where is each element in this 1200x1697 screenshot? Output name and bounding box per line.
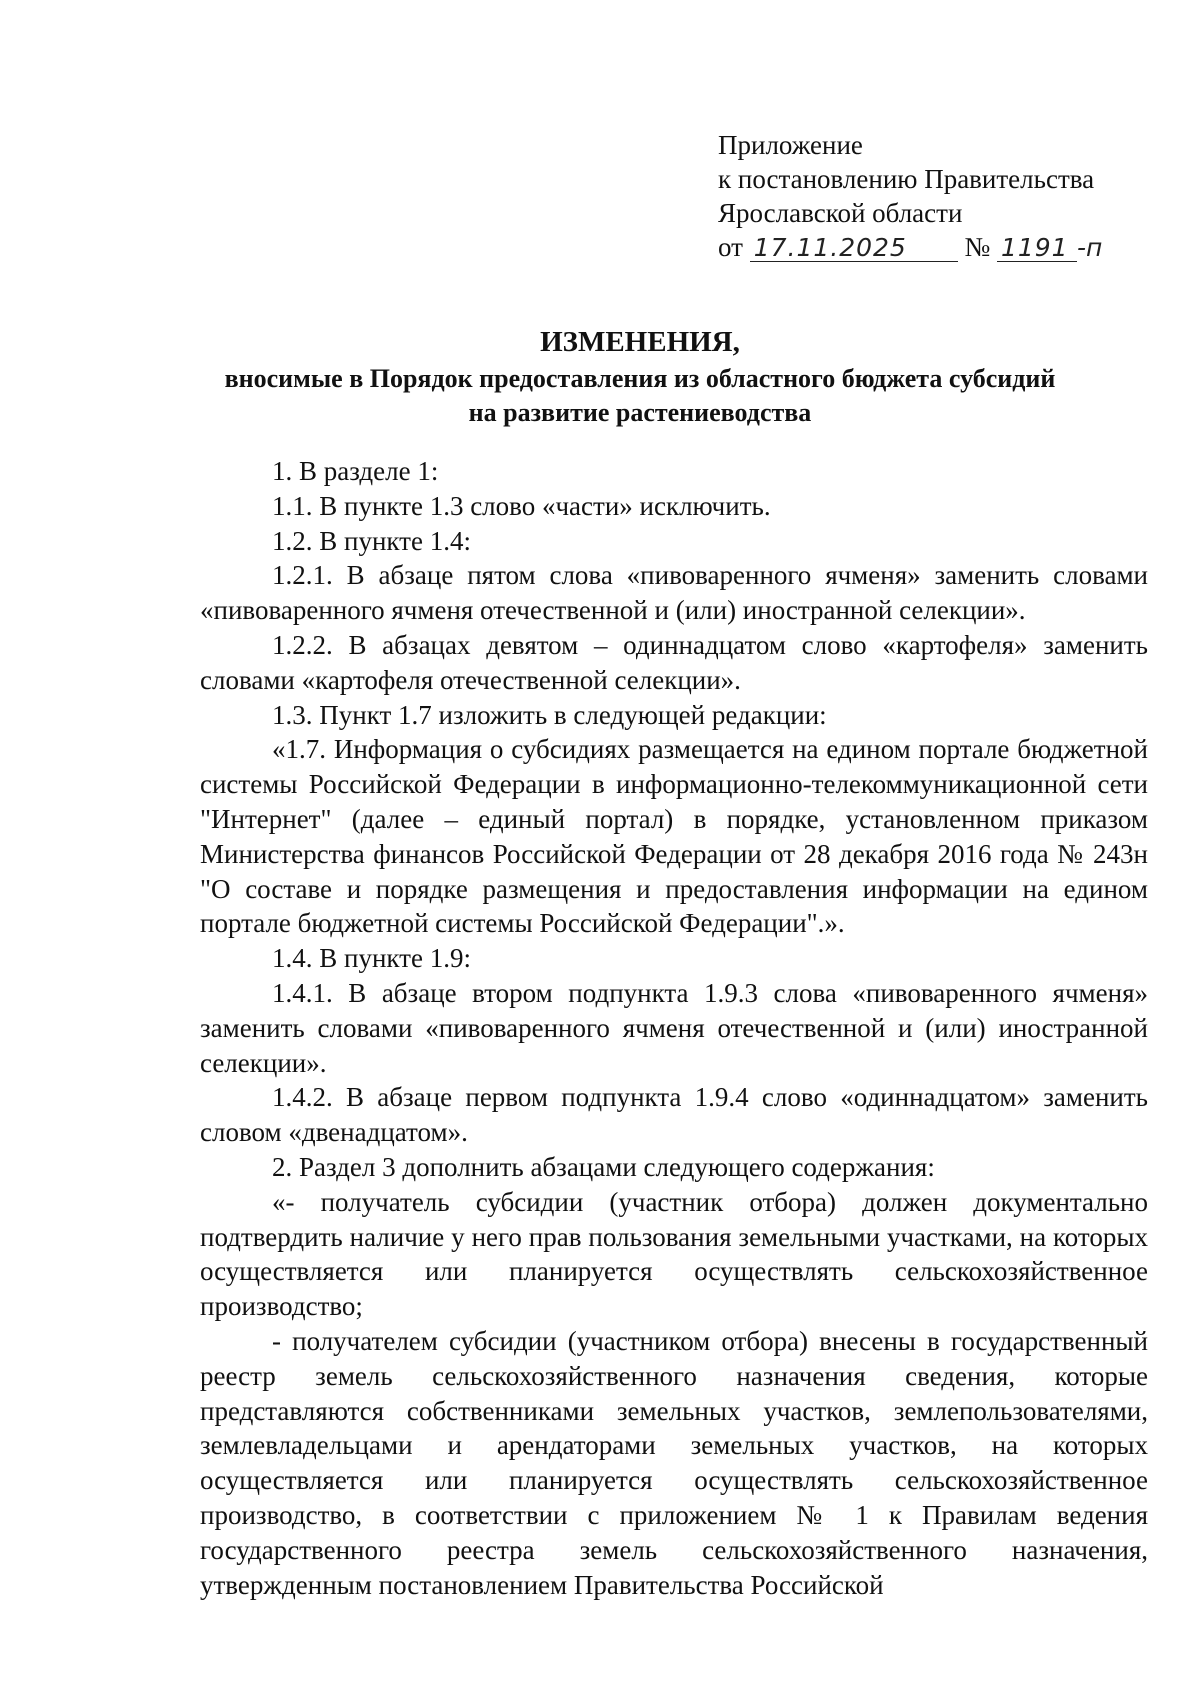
paragraph-2: 2. Раздел 3 дополнить абзацами следующего содержания: bbox=[272, 1151, 935, 1182]
paragraph-1: 1. В разделе 1: bbox=[272, 456, 439, 486]
paragraph-1-3: 1.3. Пункт 1.7 изложить в следующей редакции: bbox=[272, 699, 827, 730]
paragraph-1-4-2: 1.4.2. В абзаце первом подпункта 1.9.4 слово «одиннадцатом» заменить словом «двенадцатом». bbox=[200, 1082, 1148, 1148]
title-subtitle-line-1: вносимые в Порядок предоставления из областного бюджета субсидий bbox=[224, 364, 1056, 393]
paragraph-2-item-2: - получателем субсидии (участником отбора) внесены в государственный реестр земель сельскохозяйственного назначения сведения, которые представляются собственниками земельных участков, землепользователями, землевладельцами и арендаторами земельных участков, на которых осуществляется или планируется осуществлять сельскохозяйственное производство, в соответствии с приложением № 1 к Правилам ведения государственного реестра земель сельскохозяйственного назначения, утвержденным постановлением Правительства Российской bbox=[200, 1325, 1148, 1600]
appendix-region-line: Ярославской области bbox=[718, 198, 963, 228]
paragraph-1-4-1: 1.4.1. В абзаце втором подпункта 1.9.3 слова «пивоваренного ячменя» заменить словами «пивоваренного ячменя отечественной и (или) иностранной селекции». bbox=[200, 977, 1148, 1078]
paragraph-1-2-1: 1.2.1. В абзаце пятом слова «пивоваренного ячменя» заменить словами «пивоваренного ячменя отечественной и (или) иностранной селекции». bbox=[200, 560, 1148, 626]
title-main: ИЗМЕНЕНИЯ, bbox=[540, 326, 740, 358]
handwritten-number: 1191 bbox=[997, 235, 1077, 262]
appendix-header bbox=[718, 128, 1158, 265]
paragraph-1-7-text: «1.7. Информация о субсидиях размещается на едином портале бюджетной системы Российской Федерации в информационно-телекоммуникационной сети "Интернет" (далее – единый портал) в порядке, установленном приказом Министерства финансов Российской Федерации от 28 декабря 2016 года № 243н "О составе и порядке размещения и предоставления информации на едином портале бюджетной системы Российской Федерации".». bbox=[200, 734, 1148, 939]
paragraph-2-item-1: «- получатель субсидии (участник отбора) должен документально подтвердить наличие у него прав пользования земельными участками, на которых осуществляется или планируется осуществлять сельскохозяйственное производство; bbox=[200, 1186, 1148, 1322]
paragraph-1-1: 1.1. В пункте 1.3 слово «части» исключить. bbox=[272, 490, 771, 521]
title-subtitle-line-2: на развитие растениеводства bbox=[468, 398, 812, 427]
document-body bbox=[200, 454, 1148, 1602]
appendix-resolution-line: к постановлению Правительства bbox=[718, 164, 1095, 194]
from-label: от bbox=[718, 232, 743, 262]
appendix-label: Приложение bbox=[718, 130, 863, 160]
document-title bbox=[150, 322, 1130, 430]
appendix-date-number-line bbox=[718, 230, 1158, 265]
paragraph-1-2-2: 1.2.2. В абзацах девятом – одиннадцатом слово «картофеля» заменить словами «картофеля отечественной селекции». bbox=[200, 629, 1148, 695]
paragraph-1-4: 1.4. В пункте 1.9: bbox=[272, 943, 471, 974]
number-sign: № bbox=[964, 232, 991, 262]
handwritten-number-suffix: -п bbox=[1076, 233, 1103, 262]
paragraph-1-2: 1.2. В пункте 1.4: bbox=[272, 525, 471, 556]
handwritten-date: 17.11.2025 bbox=[750, 235, 958, 262]
